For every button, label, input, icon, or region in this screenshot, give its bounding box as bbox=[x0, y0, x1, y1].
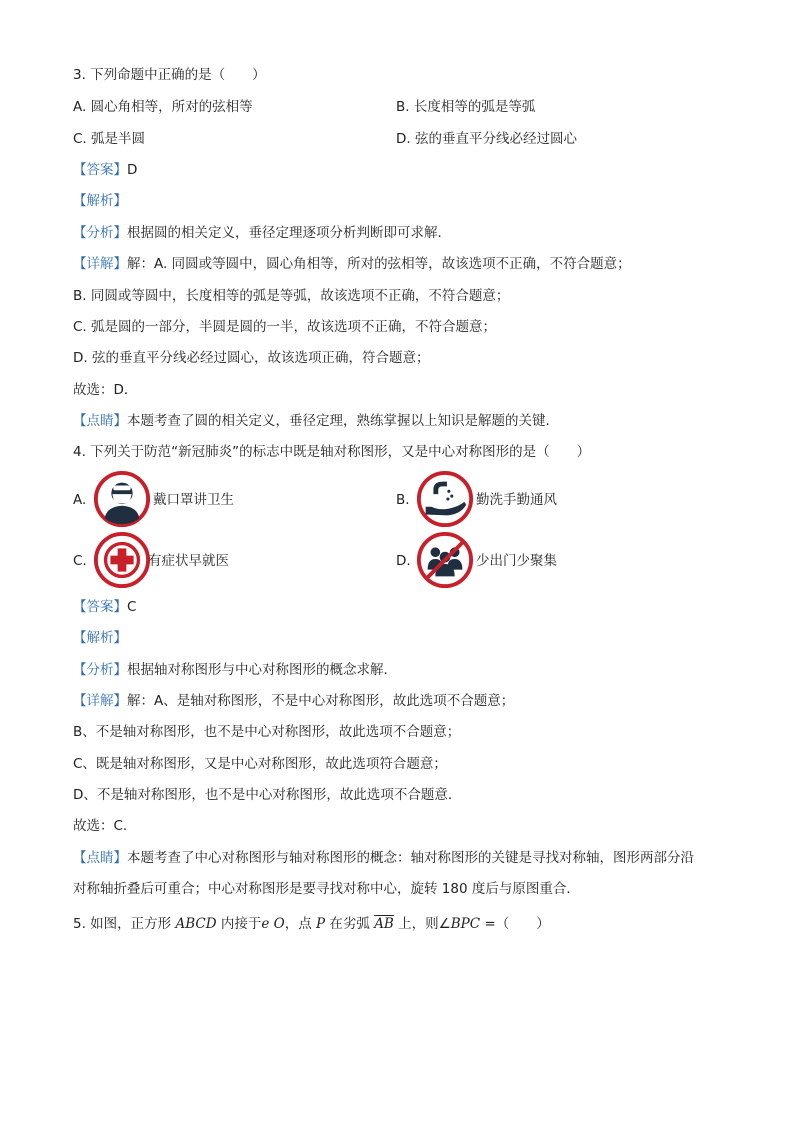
q4-analysis bbox=[73, 661, 397, 679]
q5-square-name: ABCD bbox=[175, 916, 217, 932]
analysis-text: 根据圆的相关定义，垂径定理逐项分析判断即可求解． bbox=[127, 225, 451, 241]
q3-option-a: A. 圆心角相等，所对的弦相等 bbox=[73, 99, 253, 115]
answer-tag: 【答案】 bbox=[73, 162, 127, 178]
comment-tag: 【点睛】 bbox=[73, 413, 127, 429]
q3-comment bbox=[73, 412, 559, 430]
analysis-tag: 【分析】 bbox=[73, 225, 127, 241]
q4-answer bbox=[73, 598, 136, 616]
analysis-tag: 【分析】 bbox=[73, 662, 127, 678]
q3-jiexi-heading: 【解析】 bbox=[73, 193, 127, 209]
medical-cross-icon bbox=[93, 531, 151, 589]
q3-option-d: D. 弦的垂直平分线必经过圆心 bbox=[396, 131, 577, 147]
detail-tag: 【详解】 bbox=[73, 256, 127, 272]
q4-comment-2: 对称轴折叠后可重合；中心对称图形是要寻找对称中心，旋转 180 度后与原图重合． bbox=[73, 881, 580, 897]
option-text: 戴口罩讲卫生 bbox=[153, 492, 234, 508]
hand-washing-icon bbox=[416, 470, 474, 528]
q5-angle-name: BPC bbox=[450, 916, 481, 932]
option-text: 勤洗手勤通风 bbox=[476, 492, 557, 508]
no-gathering-icon bbox=[416, 531, 474, 589]
q5-text-4: 在劣弧 bbox=[325, 916, 375, 932]
q3-detail-d: D. 弦的垂直平分线必经过圆心，故该选项正确，符合题意； bbox=[73, 350, 430, 366]
answer-tag: 【答案】 bbox=[73, 599, 127, 615]
mask-person-icon bbox=[93, 470, 151, 528]
q3-detail-b: B. 同圆或等圆中，长度相等的弧是等弧，故该选项不正确，不符合题意； bbox=[73, 288, 510, 304]
q4-option-b bbox=[396, 470, 656, 530]
q3-detail bbox=[73, 255, 631, 273]
detail-text: 解：A. 同圆或等圆中，圆心角相等，所对的弦相等，故该选项不正确，不符合题意； bbox=[127, 256, 631, 272]
option-letter: A. bbox=[73, 492, 87, 508]
q4-jiexi-heading: 【解析】 bbox=[73, 630, 127, 646]
q5-stem bbox=[73, 915, 550, 933]
comment-text: 本题考查了圆的相关定义，垂径定理，熟练掌握以上知识是解题的关键． bbox=[127, 413, 559, 429]
option-text: 少出门少聚集 bbox=[476, 553, 557, 569]
q4-option-c bbox=[73, 531, 333, 591]
analysis-text: 根据轴对称图形与中心对称图形的概念求解． bbox=[127, 662, 397, 678]
q5-text-3: ，点 bbox=[284, 916, 316, 932]
q5-point-name: P bbox=[316, 916, 326, 932]
q4-detail bbox=[73, 692, 514, 710]
q3-analysis bbox=[73, 224, 451, 242]
q4-option-a bbox=[73, 470, 333, 530]
q4-detail-c: C、既是轴对称图形，又是中心对称图形，故此选项符合题意； bbox=[73, 756, 447, 772]
detail-tag: 【详解】 bbox=[73, 693, 127, 709]
option-letter: D. bbox=[396, 553, 411, 569]
comment-text-1: 本题考查了中心对称图形与轴对称图形的概念：轴对称图形的关键是寻找对称轴，图形两部分沿 bbox=[127, 850, 694, 866]
q3-answer bbox=[73, 161, 137, 179]
q4-detail-d: D、不是轴对称图形，也不是中心对称图形，故此选项不合题意． bbox=[73, 787, 462, 803]
q4-stem: 4. 下列关于防范“新冠肺炎”的标志中既是轴对称图形，又是中心对称图形的是（ ） bbox=[73, 444, 591, 460]
detail-text: 解：A、是轴对称图形，不是中心对称图形，故此选项不合题意； bbox=[127, 693, 515, 709]
q3-choose: 故选：D． bbox=[73, 382, 138, 398]
option-letter: B. bbox=[396, 492, 410, 508]
option-text: 有症状早就医 bbox=[148, 553, 229, 569]
q3-option-b: B. 长度相等的弧是等弧 bbox=[396, 99, 536, 115]
q4-comment bbox=[73, 849, 694, 867]
q4-option-d bbox=[396, 531, 656, 591]
answer-value: D bbox=[127, 162, 138, 178]
q3-detail-c: C. 弧是圆的一部分，半圆是圆的一半，故该选项不正确，不符合题意； bbox=[73, 319, 497, 335]
q5-text-1: 5. 如图，正方形 bbox=[73, 916, 176, 932]
q3-stem: 3. 下列命题中正确的是（ ） bbox=[73, 67, 266, 83]
option-letter: C. bbox=[73, 553, 87, 569]
q5-text-5: 上，则∠ bbox=[393, 916, 451, 932]
q4-detail-b: B、不是轴对称图形，也不是中心对称图形，故此选项不合题意； bbox=[73, 724, 461, 740]
q5-arc-name: $\overline{AB}$ bbox=[374, 916, 394, 932]
q5-circle-symbol: e O bbox=[261, 916, 285, 932]
q5-text-2: 内接于 bbox=[216, 916, 262, 932]
comment-tag: 【点睛】 bbox=[73, 850, 127, 866]
q4-choose: 故选：C． bbox=[73, 818, 137, 834]
q5-text-6: =（ ） bbox=[480, 916, 550, 932]
q3-option-c: C. 弧是半圆 bbox=[73, 131, 146, 147]
answer-value: C bbox=[127, 599, 137, 615]
